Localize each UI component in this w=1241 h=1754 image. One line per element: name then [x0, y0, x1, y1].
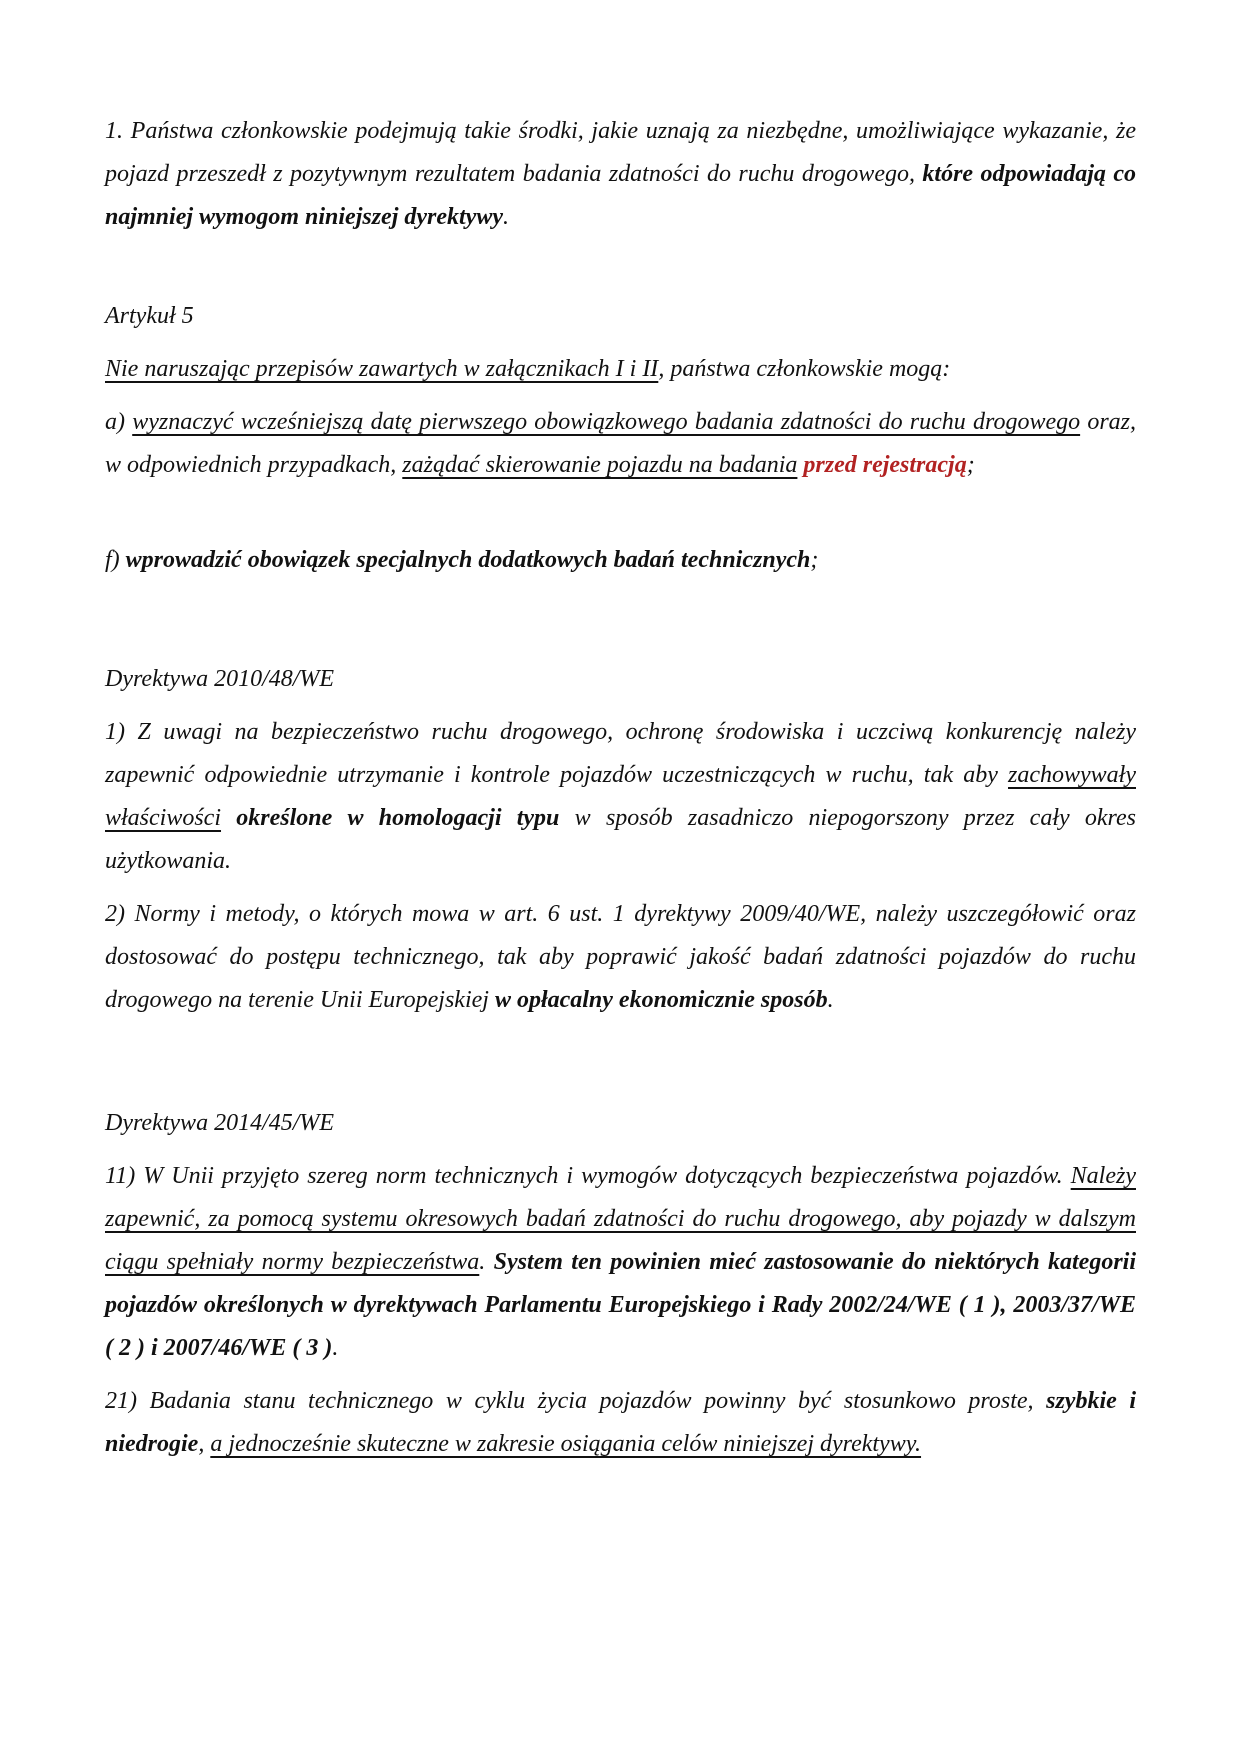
- heading-artykul-5: [105, 295, 1136, 338]
- text-run: 21) Badania stanu technicznego w cyklu życia pojazdów powinny być stosunkowo proste,: [105, 1388, 1047, 1414]
- text-run: wyznaczyć wcześniejszą datę pierwszego obowiązkowego badania zdatności do ruchu drogowego: [132, 409, 1081, 435]
- text-run: 11) W Unii przyjęto szereg norm technicznych i wymogów dotyczących bezpieczeństwa pojazdów.: [105, 1163, 1071, 1189]
- text-run: Artykuł 5: [105, 303, 194, 329]
- text-run: Dyrektywa 2010/48/WE: [105, 666, 335, 692]
- text-run: ,: [198, 1431, 211, 1457]
- text-run: ;: [966, 452, 975, 478]
- paragraph-21-badania-stanu: [105, 1380, 1136, 1466]
- heading-dyrektywa-2014-45-we: [105, 1102, 1136, 1145]
- section-gap: [105, 1032, 1136, 1102]
- text-run: w sposób zasadniczo niepogorszony przez cały okres użytkowania.: [105, 805, 1136, 874]
- paragraph-11-w-unii: [105, 1155, 1136, 1370]
- text-run: Nie naruszając przepisów zawartych w załącznikach I i II: [105, 356, 659, 382]
- text-run: [221, 805, 236, 831]
- text-run: , państwa członkowskie mogą:: [658, 356, 951, 382]
- text-run: przed rejestracją: [803, 452, 967, 478]
- text-run: szybkie i niedrogie: [105, 1388, 1136, 1457]
- section-gap: [105, 592, 1136, 658]
- text-run: 2) Normy i metody, o których mowa w art. 6 ust. 1 dyrektywy 2009/40/WE, należy uszczegółowić oraz dostosować do postępu technicznego, tak aby poprawić jakość badań zdatności pojazdów do ruchu drogowego na terenie Unii Europejskiej: [105, 901, 1136, 1013]
- text-run: .: [479, 1249, 494, 1275]
- paragraph-a-wyznaczyc: [105, 401, 1136, 487]
- heading-dyrektywa-2010-48-we: [105, 658, 1136, 701]
- paragraph-1-z-uwagi: [105, 711, 1136, 883]
- text-run: .: [503, 204, 509, 230]
- paragraph-gap: [105, 497, 1136, 539]
- text-run: oraz, w odpowiednich przypadkach,: [105, 409, 1136, 478]
- text-run: System ten powinien mieć zastosowanie do niektórych kategorii pojazdów określonych w dyrektywach Parlamentu Europejskiego i Rady 2002/24/WE ( 1 ), 2003/37/WE ( 2 ) i 2007/46/WE ( 3 ): [105, 1249, 1137, 1361]
- text-run: zachowywały właściwości: [105, 762, 1136, 831]
- text-run: f): [105, 547, 126, 573]
- text-run: Dyrektywa 2014/45/WE: [105, 1110, 335, 1136]
- text-run: a jednocześnie skuteczne w zakresie osiągania celów niniejszej dyrektywy.: [210, 1431, 922, 1457]
- paragraph-1-panstwa-czlonkowskie: [105, 110, 1136, 239]
- text-run: określone w homologacji typu: [236, 805, 560, 831]
- text-run: .: [332, 1335, 339, 1361]
- text-run: ;: [810, 547, 819, 573]
- paragraph-nie-naruszajac: [105, 348, 1136, 391]
- section-gap: [105, 249, 1136, 295]
- paragraph-2-normy-i-metody: [105, 893, 1136, 1022]
- text-run: które odpowiadają co najmniej wymogom niniejszej dyrektywy: [105, 161, 1136, 230]
- paragraph-f-wprowadzic: [105, 539, 1136, 582]
- text-run: wprowadzić obowiązek specjalnych dodatkowych badań technicznych: [125, 547, 811, 573]
- text-run: 1. Państwa członkowskie podejmują takie środki, jakie uznają za niezbędne, umożliwiające wykazanie, że pojazd przeszedł z pozytywnym rezultatem badania zdatności do ruchu drogowego,: [105, 118, 1136, 187]
- text-run: Należy zapewnić, za pomocą systemu okresowych badań zdatności do ruchu drogowego, aby pojazdy w dalszym ciągu spełniały normy bezpieczeństwa: [105, 1163, 1136, 1275]
- text-run: zażądać skierowanie pojazdu na badania: [402, 452, 798, 478]
- text-run: 1) Z uwagi na bezpieczeństwo ruchu drogowego, ochronę środowiska i uczciwą konkurencję należy zapewnić odpowiednie utrzymanie i kontrole pojazdów uczestniczących w ruchu, tak aby: [105, 719, 1136, 788]
- text-run: a): [105, 409, 133, 435]
- text-run: w opłacalny ekonomicznie sposób: [494, 987, 828, 1013]
- text-run: .: [827, 987, 834, 1013]
